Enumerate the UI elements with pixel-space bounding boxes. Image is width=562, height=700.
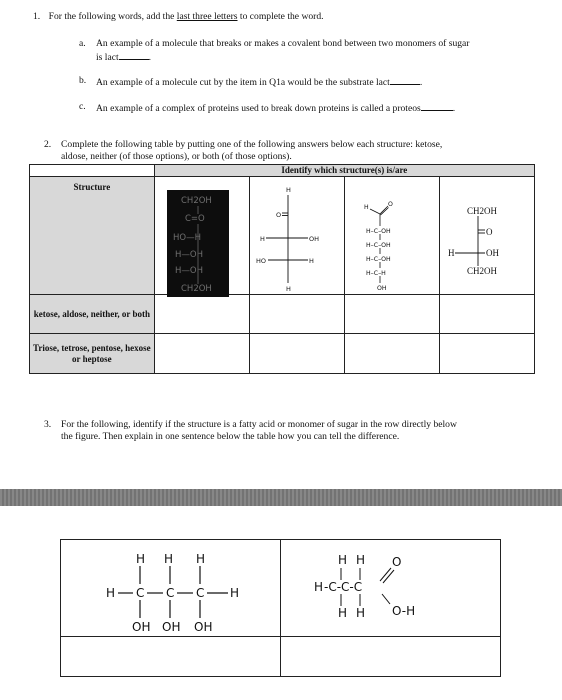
q3l-top-h-2: H [164,552,174,566]
q3-text2: the figure. Then explain in one sentence below the table how you can tell the difference. [61,431,400,442]
s2-top-h: H [286,186,291,194]
q3r-oh: O-H [392,604,416,618]
q1c-line: An example of a complex of proteins used to break down proteins is called a proteos . [96,103,456,114]
s1-ch2oh-top: CH2OH [181,196,212,206]
s2-r2-left: HO [256,257,267,265]
answer-cell-1-1[interactable] [154,295,249,334]
q1a-text: An example of a molecule that breaks or makes a covalent bond between two monomers of sugar [96,38,470,49]
q3-structure-right [310,549,440,627]
s1-co: C=O [185,214,205,224]
q1c-label: c. [79,101,86,112]
s3-row-2: H–C–OH [366,242,391,249]
q1-number: 1. [33,11,41,22]
q2-text2: aldose, neither (of those options), or both (of those options). [61,151,292,162]
s2-o: O [276,211,282,219]
s4-right-oh: OH [486,248,499,258]
s4-bottom-ch2oh: CH2OH [467,266,498,276]
q3l-top-h-1: H [136,552,146,566]
identify-header: Identify which structure(s) is/are [154,165,534,177]
q3-answer-cell-1[interactable] [61,637,281,677]
q1b-blank[interactable] [390,75,420,85]
q1-intro-b: to complete the word. [237,11,324,22]
q1a-blank[interactable] [119,50,149,60]
s3-row-1: H–C–OH [366,228,391,235]
answer-cell-1-2[interactable] [249,295,344,334]
q1-intro-emphasis: last three letters [176,11,238,22]
q3-text1: For the following, identify if the structure is a fatty acid or monomer of sugar in the row directly below [61,419,457,430]
s4-top-ch2oh: CH2OH [467,206,498,216]
fructose-structure-image [167,190,229,297]
s1-h-oh-1: H—OH [175,250,203,260]
row-ketose-aldose-label: ketose, aldose, neither, or both [30,295,155,334]
q3r-left-h: H [314,580,324,594]
q3-answer-cell-2[interactable] [281,637,501,677]
answer-cell-2-4[interactable] [439,334,534,374]
svg-text:C: C [136,586,145,600]
answer-cell-2-2[interactable] [249,334,344,374]
s2-bottom-h: H [286,285,291,293]
q3l-right-h: H [230,586,240,600]
q1c-text: An example of a complex of proteins used to break down proteins is called a proteos [96,103,421,114]
q3r-bot-h-2: H [356,606,366,620]
structure-2-diagram [254,184,334,296]
answer-cell-2-1[interactable] [154,334,249,374]
q3l-oh-3: OH [194,620,213,634]
q3r-o: O [392,555,402,569]
s3-h: H [364,204,369,211]
s3-row-4: H–C–H [366,270,386,277]
s4-o: O [486,227,493,237]
q3r-top-h-2: H [356,553,366,567]
q1-line [33,11,324,23]
structure-4-diagram [446,202,526,280]
q1c-blank[interactable] [421,101,453,111]
q1a-label: a. [79,38,86,49]
answer-cell-1-3[interactable] [344,295,439,334]
q3l-left-h: H [106,586,116,600]
q3l-oh-1: OH [132,620,151,634]
divider-band [0,489,562,506]
q2-text1: Complete the following table by putting one of the following answers below each structure: ketose, [61,139,443,150]
q3l-oh-2: OH [162,620,181,634]
svg-text:C: C [196,586,205,600]
q3r-top-h-1: H [338,553,348,567]
svg-text:-C-C-C: -C-C-C [324,580,363,594]
q2-number: 2. [44,139,52,150]
s1-ho-h: HO—H [173,233,201,243]
q1b-label: b. [79,75,87,86]
s3-o: O [388,201,393,208]
s1-ch2oh-bottom: CH2OH [181,284,212,294]
q3r-bot-h-1: H [338,606,348,620]
s2-r2-right: H [309,257,314,265]
q1b-line: An example of a molecule cut by the item in Q1a would be the substrate lact . [96,77,423,88]
structure-3-diagram [358,198,418,292]
s1-h-oh-2: H—OH [175,266,203,276]
svg-text:C: C [166,586,175,600]
structure-label: Structure [30,177,155,295]
q1b-text: An example of a molecule cut by the item in Q1a would be the substrate lact [96,77,390,88]
q3l-top-h-3: H [196,552,206,566]
answer-cell-2-3[interactable] [344,334,439,374]
s2-r1-left: H [260,235,265,243]
s4-left-h: H [448,248,455,258]
s2-r1-right: OH [309,235,320,243]
q3-structure-left [100,547,260,637]
q1a-text2: is lact [96,52,119,63]
q3-number: 3. [44,419,52,430]
answer-cell-1-4[interactable] [439,295,534,334]
q1a-line2: is lact . [96,52,152,63]
s3-bottom-oh: OH [377,285,387,292]
row-triose-label: Triose, tetrose, pentose, hexose or heptose [30,334,155,374]
q1-intro-a: For the following words, add the [48,11,177,22]
s3-row-3: H–C–OH [366,256,391,263]
